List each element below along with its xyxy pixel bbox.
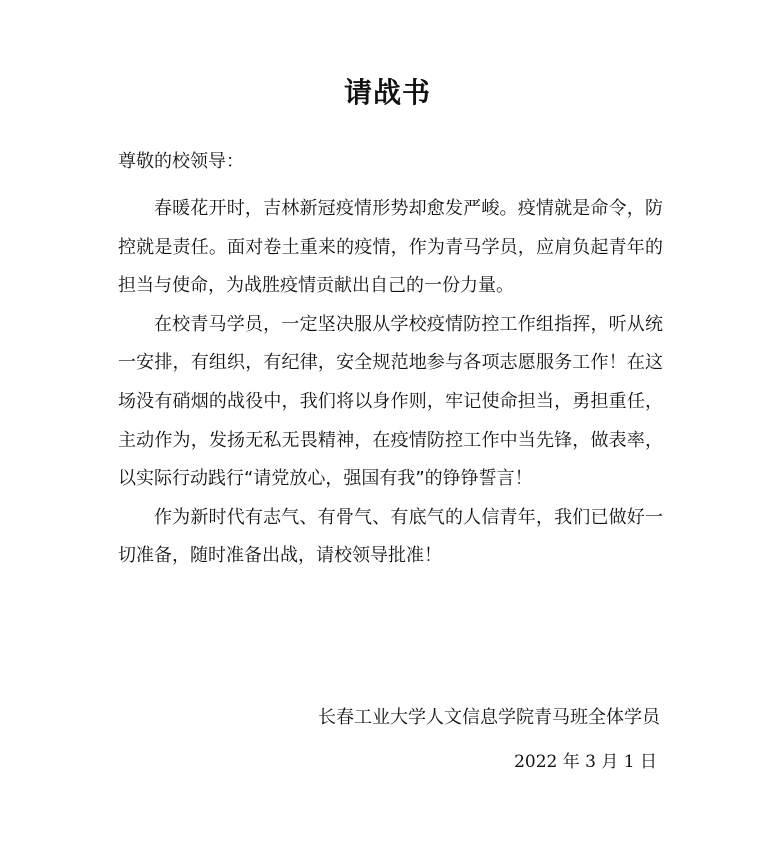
paragraph-3: 作为新时代有志气、有骨气、有底气的人信青年，我们已做好一切准备，随时准备出战，请校领导批准！ <box>118 506 663 567</box>
paragraph-2: 在校青马学员，一定坚决服从学校疫情防控工作组指挥，听从统一安排，有组织，有纪律，安全规范地参与各项志愿服务工作！在这场没有硝烟的战役中，我们将以身作则，牢记使命担当，勇担重任，主动作为，发扬无私无畏精神，在疫情防控工作中当先锋，做表率，以实际行动践行“请党放心，强国有我”的铮铮誓言！ <box>118 313 663 490</box>
date: 2022 年 3 月 1 日 <box>514 752 657 772</box>
paragraph-1: 春暖花开时，吉林新冠疫情形势却愈发严峻。疫情就是命令，防控就是责任。面对卷土重来的疫情，作为青马学员，应肩负起青年的担当与使命，为战胜疫情贡献出自己的一份力量。 <box>118 198 663 297</box>
document-title: 请战书 <box>343 76 431 109</box>
salutation: 尊敬的校领导： <box>118 151 244 172</box>
letter-body <box>118 190 663 576</box>
signature: 长春工业大学人文信息学院青马班全体学员 <box>318 707 660 728</box>
